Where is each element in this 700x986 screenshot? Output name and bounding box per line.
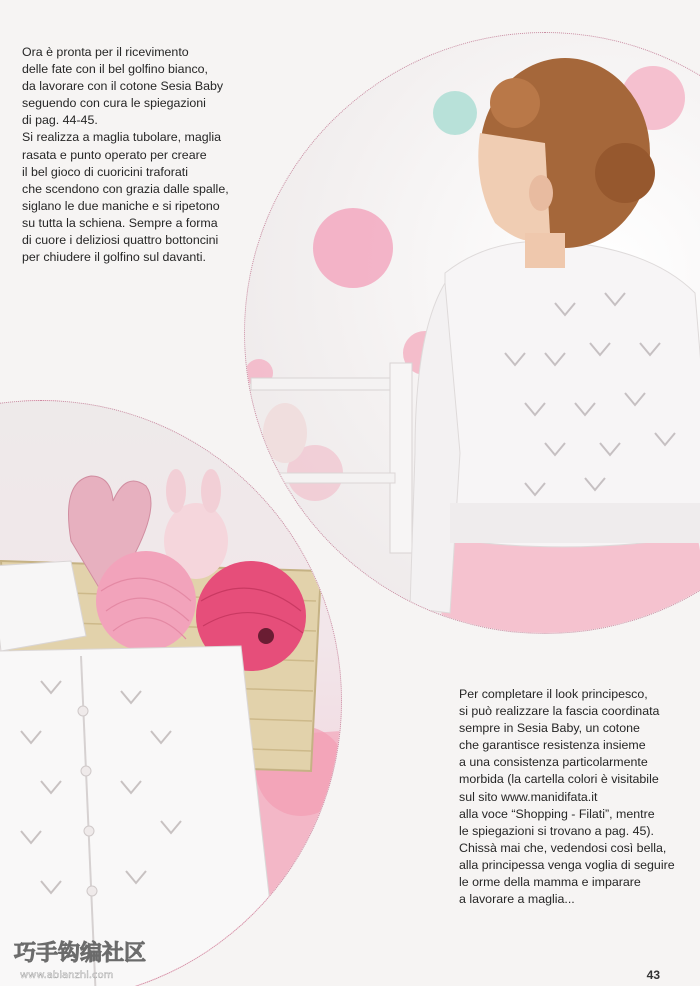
- text-line: a lavorare a maglia...: [459, 892, 575, 907]
- bunny-ear: [201, 469, 221, 513]
- toy-bunny: [263, 403, 307, 463]
- polka-dot: [313, 208, 393, 288]
- cardigan-hem: [450, 503, 700, 543]
- text-line: che garantisce resistenza insieme: [459, 738, 646, 753]
- text-line: le spiegazioni si trovano a pag. 45).: [459, 823, 654, 838]
- text-line: che scendono con grazia dalle spalle,: [22, 181, 229, 196]
- bunny-ear: [166, 469, 186, 513]
- text-line: Per completare il look principesco,: [459, 687, 648, 701]
- page-number: 43: [646, 968, 660, 982]
- white-cardigan: [445, 241, 700, 547]
- photo-girl-cardigan: [244, 32, 700, 634]
- neck: [525, 233, 565, 268]
- text-line: morbida (la cartella colori è visitabile: [459, 772, 659, 787]
- text-line: da lavorare con il cotone Sesia Baby: [22, 79, 224, 94]
- hair-curl: [490, 78, 540, 128]
- text-line: rasata e punto operato per creare: [22, 147, 207, 162]
- text-line: le orme della mamma e imparare: [459, 875, 641, 890]
- text-line: il bel gioco di cuoricini traforati: [22, 164, 188, 179]
- chair-post: [390, 363, 412, 553]
- ear: [529, 175, 553, 211]
- hair-curl: [595, 143, 655, 203]
- closing-paragraph: [459, 686, 675, 908]
- site-watermark-logo: [10, 930, 210, 982]
- text-line: per chiudere il golfino sul davanti.: [22, 250, 206, 265]
- text-line: di pag. 44-45.: [22, 113, 98, 128]
- chair-back: [251, 378, 411, 390]
- text-line: delle fate con il bel golfino bianco,: [22, 62, 208, 77]
- polka-dot: [433, 91, 477, 135]
- text-line: seguendo con cura le spiegazioni: [22, 96, 206, 111]
- text-line: sempre in Sesia Baby, un cotone: [459, 721, 640, 736]
- text-line: sul sito www.manidifata.it: [459, 789, 598, 804]
- text-line: di cuore i deliziosi quattro bottoncini: [22, 233, 219, 248]
- text-line: su tutta la schiena. Sempre a forma: [22, 215, 218, 230]
- watermark-logo-text: 巧手钩编社区: [14, 941, 147, 966]
- intro-paragraph: [22, 44, 229, 266]
- text-line: alla voce “Shopping - Filati”, mentre: [459, 806, 655, 821]
- text-line: Chissà mai che, vedendosi così bella,: [459, 840, 667, 855]
- text-line: a una consistenza particolarmente: [459, 755, 648, 770]
- text-line: alla principessa venga voglia di seguire: [459, 857, 675, 872]
- text-line: si può realizzare la fascia coordinata: [459, 704, 660, 719]
- yarn-ball-core: [258, 628, 274, 644]
- chair-rail: [265, 473, 395, 483]
- text-line: Si realizza a maglia tubolare, maglia: [22, 130, 222, 145]
- watermark-url: www.abianzhi.com: [20, 970, 114, 981]
- yarn-ball-light-pink: [96, 551, 196, 651]
- knitted-headband: [0, 561, 86, 651]
- text-line: siglano le due maniche e si ripetono: [22, 198, 220, 213]
- text-line: Ora è pronta per il ricevimento: [22, 45, 189, 59]
- photo-girl-illustration: [245, 33, 700, 633]
